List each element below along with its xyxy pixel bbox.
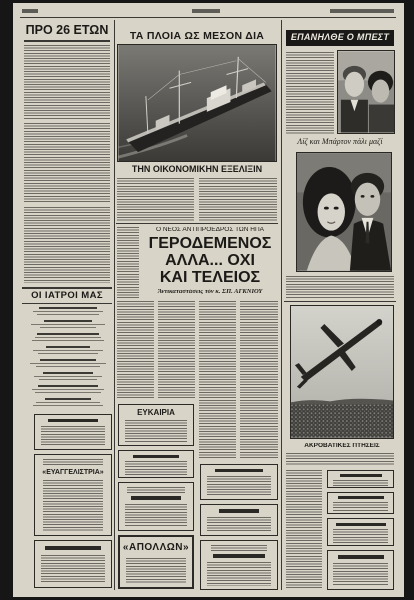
ad-text	[333, 563, 388, 586]
portrait-image	[338, 51, 394, 133]
doctor-details	[40, 327, 96, 328]
doctor-details	[32, 340, 104, 341]
ad-heading	[213, 554, 265, 558]
doctors-title: ΟΙ ΙΑΤΡΟΙ ΜΑΣ	[31, 291, 103, 301]
opportunity-ad	[118, 404, 194, 446]
history-article-text	[24, 45, 110, 119]
page-number	[22, 9, 38, 13]
classified-ad	[118, 482, 194, 531]
best-title-banner	[286, 30, 394, 46]
vp-kicker: Ο ΝΕΟΣ ΑΝΤΙΠΡΟΕΔΡΟΣ ΤΩΝ ΗΠΑ	[155, 227, 264, 233]
ad-heading	[48, 419, 98, 422]
ad-text	[43, 459, 103, 466]
best-photo	[337, 50, 395, 134]
ad-text	[43, 480, 103, 532]
doctor-details	[37, 314, 99, 315]
ad-heading	[131, 496, 181, 500]
doctor-details	[36, 402, 100, 403]
liz-burton-photo	[296, 152, 392, 272]
vp-headline-line-1: ΓΕΡΟΔΕΜΕΝΟΣ	[148, 236, 272, 252]
doctor-details	[33, 311, 103, 312]
classified-ad	[34, 414, 112, 450]
doctor-details	[32, 389, 104, 390]
ad-text	[125, 461, 187, 475]
doctor-name	[43, 372, 93, 374]
column-rule-right	[281, 20, 282, 590]
header-rule	[20, 17, 396, 18]
classified-ad	[34, 540, 112, 588]
doctor-details	[33, 350, 103, 351]
vp-article-text	[199, 301, 236, 459]
ad-text	[125, 504, 187, 527]
doctors-listing	[24, 307, 112, 411]
doctors-top-rule	[22, 287, 112, 289]
best-title: ΕΠΑΝΗΛΘΕ Ο ΜΠΕΣΤ	[290, 33, 390, 42]
ad-text	[125, 420, 187, 442]
vp-headline-line-3: ΚΑΙ ΤΕΛΕΙΟΣ	[159, 270, 261, 286]
vp-article-text	[117, 227, 139, 299]
ships-article-text	[117, 178, 194, 221]
ship-photo	[117, 44, 277, 162]
doctors-bottom-rule	[22, 303, 112, 304]
ad-text	[211, 545, 267, 551]
ships-bottom-rule	[116, 223, 278, 224]
ad-heading	[338, 555, 384, 559]
vp-headline-line-2: ΑΛΛΑ... ΟΧΙ	[165, 253, 255, 269]
right-section-rule	[284, 301, 396, 302]
doctor-details	[35, 337, 101, 338]
plane-image	[291, 306, 393, 438]
ships-subheadline: ΤΗΝ ΟΙΚΟΝΟΜΙΚΗΝ ΕΞΕΛΙΞΙΝ	[131, 165, 263, 174]
ad-text	[333, 502, 388, 511]
doctor-name	[44, 320, 92, 322]
doctor-name	[40, 359, 96, 361]
classified-ad	[118, 450, 194, 478]
ships-headline: ΤΑ ΠΛΟΙΑ ΩΣ ΜΕΣΟΝ ΔΙΑ	[129, 31, 265, 42]
doctor-name	[38, 385, 98, 387]
history-article-text	[24, 207, 110, 283]
couple-image	[297, 153, 391, 271]
liz-burton-text	[286, 276, 394, 298]
vp-article-text	[240, 301, 278, 459]
aerobatics-photo	[290, 305, 394, 439]
evangelistria-ad	[34, 454, 112, 536]
ad-heading	[133, 455, 179, 458]
ad-heading	[340, 474, 382, 477]
ad-text	[41, 555, 105, 583]
classified-ad	[200, 464, 278, 500]
ad-heading	[215, 469, 263, 472]
doctor-name	[45, 398, 91, 400]
vp-article-text	[117, 301, 154, 400]
ship-image	[118, 45, 276, 161]
doctor-name	[46, 346, 90, 348]
classified-ad	[327, 550, 394, 590]
history-title-underline	[24, 40, 110, 42]
apollon-title: «ΑΠΟΛΛΩΝ»	[122, 543, 190, 553]
classified-ad	[327, 518, 394, 546]
history-title: ΠΡΟ 26 ΕΤΩΝ	[25, 24, 109, 37]
ships-article-text	[199, 178, 277, 221]
classified-ad	[200, 540, 278, 590]
history-article-text	[24, 123, 110, 203]
aerobatics-text	[286, 453, 394, 466]
doctor-details	[34, 376, 102, 377]
ad-heading	[45, 546, 101, 550]
liz-burton-caption: Λίζ και Μπάρτον πάλι μαζί	[297, 138, 383, 146]
doctor-details	[39, 379, 97, 380]
right-column-text	[286, 470, 322, 588]
ad-text	[207, 517, 271, 532]
ad-text	[333, 529, 388, 543]
ad-text	[127, 487, 185, 493]
doctor-name	[39, 307, 97, 309]
classified-ad	[200, 504, 278, 536]
doctor-name	[37, 333, 99, 335]
evangelistria-title: «ΕΥΑΓΓΕΛΙΣΤΡΙΑ»	[42, 469, 104, 476]
vp-article-text	[158, 301, 195, 400]
aerobatics-caption: ΑΚΡΟΒΑΤΙΚΕΣ ΠΤΗΣΕΙΣ	[304, 443, 380, 449]
column-rule-left	[114, 20, 115, 590]
classified-ad	[327, 492, 394, 514]
ad-text	[207, 476, 271, 496]
ad-text	[207, 562, 271, 586]
ad-heading	[219, 509, 259, 513]
doctor-details	[31, 324, 105, 325]
ad-text	[41, 426, 105, 446]
issue-date	[330, 9, 394, 13]
doctor-details	[33, 405, 103, 406]
ad-heading	[338, 496, 384, 499]
masthead-small	[192, 9, 220, 13]
doctor-details	[36, 366, 100, 367]
apollon-ad	[118, 535, 194, 589]
classified-ad	[327, 470, 394, 488]
ad-text	[333, 480, 388, 486]
opportunity-title: ΕΥΚΑΙΡΙΑ	[137, 409, 175, 417]
ad-text	[126, 558, 186, 584]
vp-deck: Άντικαταστάσεις τόν κ. ΣΠ. ΑΓΚΝΙΟΥ	[157, 289, 263, 295]
best-article-text	[286, 52, 334, 134]
doctor-details	[35, 392, 101, 393]
doctor-details	[38, 353, 98, 354]
ad-heading	[336, 523, 386, 526]
doctor-details	[30, 363, 106, 364]
